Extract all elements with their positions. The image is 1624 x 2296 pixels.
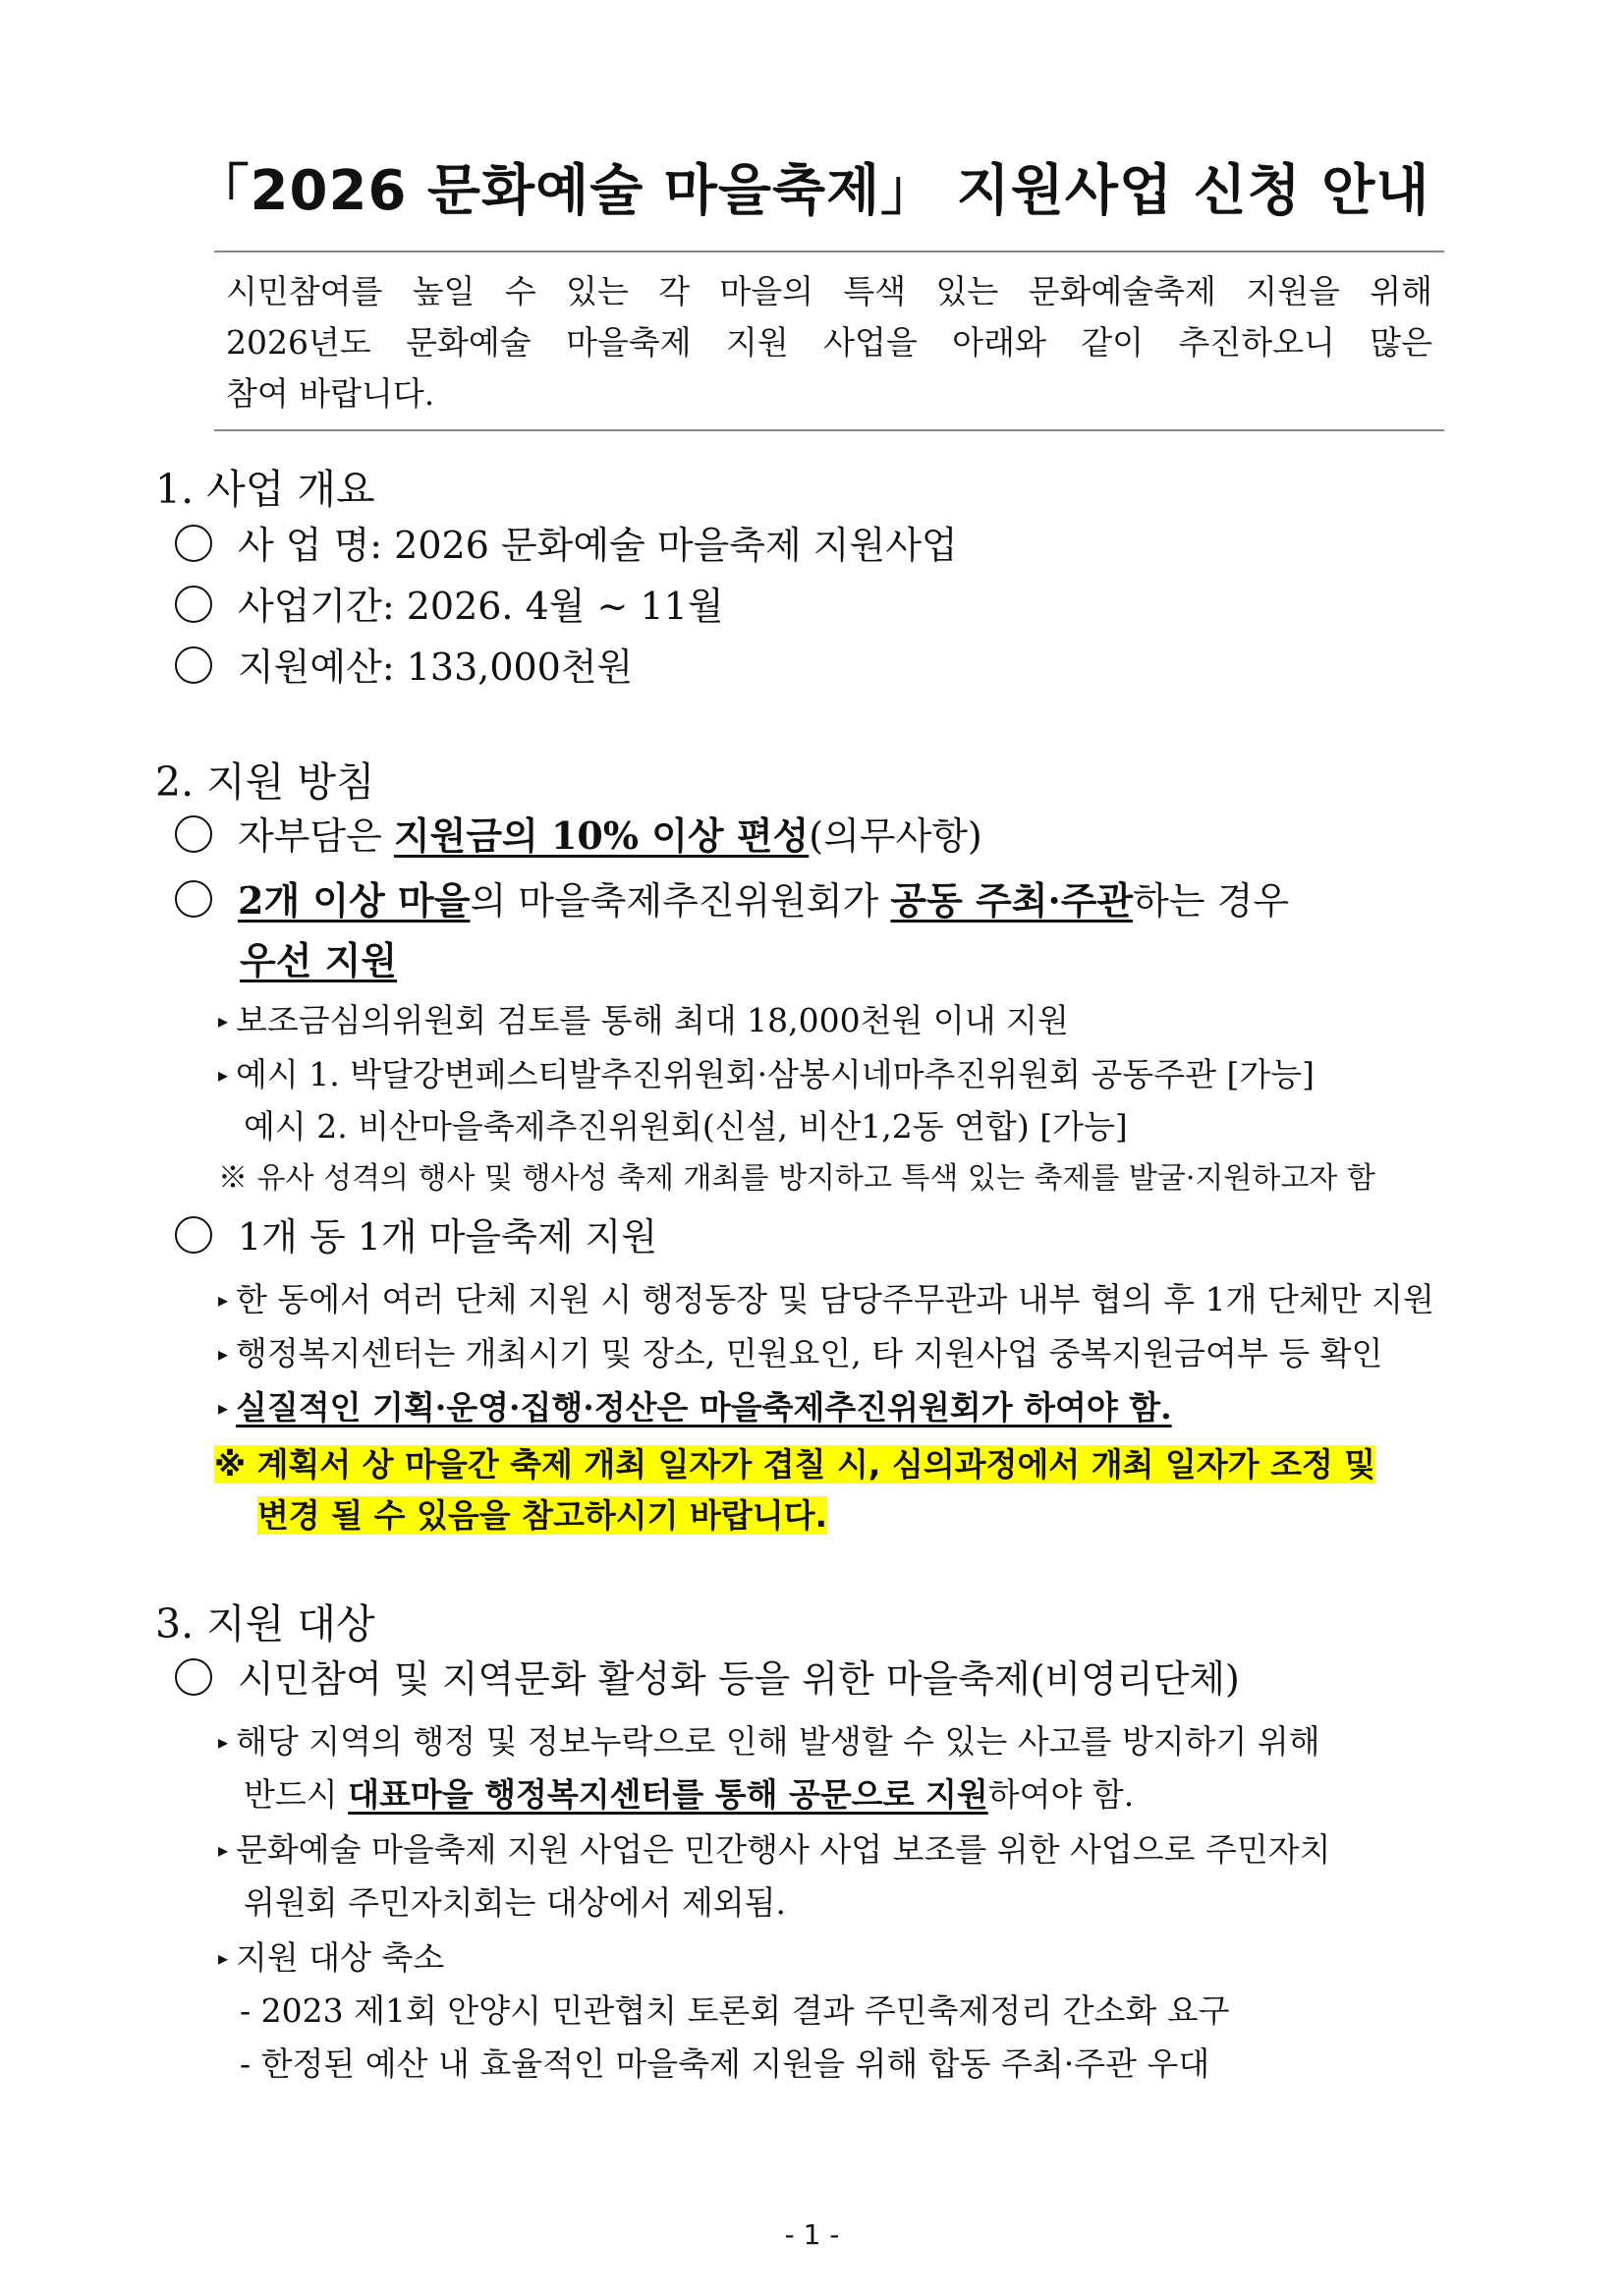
intro-line-3: 참여 바랍니다. <box>226 374 435 413</box>
section-2-note: ※ 유사 성격의 행사 및 행사성 축제 개최를 방지하고 특색 있는 축제를 발굴·지원하고자 함 <box>218 1161 1375 1196</box>
section-3-sub-2: ▸ 문화예술 마을축제 지원 사업은 민간행사 사업 보조를 위한 사업으로 주민자치 <box>218 1830 1331 1869</box>
triangle-bullet-icon: ▸ <box>218 1838 229 1862</box>
intro-box <box>214 251 1444 431</box>
section-2-sub-1: ▸ 보조금심의위원회 검토를 통해 최대 18,000천원 이내 지원 <box>218 1001 1069 1039</box>
triangle-bullet-icon: ▸ <box>218 1288 229 1312</box>
triangle-bullet-icon: ▸ <box>218 1009 229 1033</box>
document-title: 「2026 문화예술 마을축제」 지원사업 신청 안내 <box>194 159 1430 223</box>
section-2-highlight-1: ※ 계획서 상 마을간 축제 개최 일자가 겹칠 시, 심의과정에서 개최 일자가 조정 및 <box>214 1445 1376 1484</box>
section-2-item-1: 자부담은 지원금의 10% 이상 편성(의무사항) <box>175 813 982 859</box>
section-3-sub-1b: 반드시 대표마을 행정복지센터를 통해 공문으로 지원하여야 함. <box>244 1775 1135 1814</box>
circle-bullet-icon <box>175 1658 212 1696</box>
section-2-sub-4: ▸ 행정복지센터는 개최시기 및 장소, 민원요인, 타 지원사업 중복지원금여부 등 확인 <box>218 1334 1383 1372</box>
section-1-item: 지원예산: 133,000천원 <box>175 644 633 690</box>
circle-bullet-icon <box>175 586 212 623</box>
section-2-heading: 2. 지원 방침 <box>155 758 375 806</box>
triangle-bullet-icon: ▸ <box>218 1342 229 1366</box>
circle-bullet-icon <box>175 525 212 562</box>
section-3-dash-1: - 2023 제1회 안양시 민관협치 토론회 결과 주민축제정리 간소화 요구 <box>240 1991 1230 2030</box>
intro-line-1: 시민참여를 높일 수 있는 각 마을의 특색 있는 문화예술축제 지원을 위해 <box>226 272 1432 310</box>
section-1-heading: 1. 사업 개요 <box>155 466 375 513</box>
section-2-sub-5: ▸ 실질적인 기획·운영·집행·정산은 마을축제추진위원회가 하여야 함. <box>218 1388 1172 1427</box>
section-3-dash-2: - 한정된 예산 내 효율적인 마을축제 지원을 위해 합동 주최·주관 우대 <box>240 2044 1210 2083</box>
section-2-sub-3: ▸ 한 동에서 여러 단체 지원 시 행정동장 및 담당주무관과 내부 협의 후 1개 단체만 지원 <box>218 1280 1434 1318</box>
section-1-item: 사업기간: 2026. 4월 ~ 11월 <box>175 584 724 629</box>
triangle-bullet-icon: ▸ <box>218 1946 229 1970</box>
section-3-item-1: 시민참여 및 지역문화 활성화 등을 위한 마을축제(비영리단체) <box>175 1656 1240 1702</box>
section-2-item-2-cont: 우선 지원 <box>240 938 398 982</box>
circle-bullet-icon <box>175 646 212 684</box>
section-1-item: 사 업 명: 2026 문화예술 마을축제 지원사업 <box>175 523 958 568</box>
section-2-item-2: 2개 이상 마을의 마을축제추진위원회가 공동 주최·주관하는 경우 <box>175 878 1289 924</box>
circle-bullet-icon <box>175 880 212 918</box>
section-3-sub-3: ▸ 지원 대상 축소 <box>218 1938 445 1977</box>
section-3-sub-2b: 위원회 주민자치회는 대상에서 제외됨. <box>244 1883 787 1922</box>
triangle-bullet-icon: ▸ <box>218 1396 229 1420</box>
page-number: - 1 - <box>784 2218 840 2251</box>
triangle-bullet-icon: ▸ <box>218 1063 229 1087</box>
section-2-item-3: 1개 동 1개 마을축제 지원 <box>175 1214 657 1260</box>
section-3-heading: 3. 지원 대상 <box>155 1600 375 1648</box>
section-2-highlight-2: 변경 될 수 있음을 참고하시기 바랍니다. <box>257 1496 828 1535</box>
circle-bullet-icon <box>175 1216 212 1254</box>
section-3-sub-1: ▸ 해당 지역의 행정 및 정보누락으로 인해 발생할 수 있는 사고를 방지하기 위해 <box>218 1722 1320 1761</box>
triangle-bullet-icon: ▸ <box>218 1730 229 1754</box>
section-2-sub-2b: 예시 2. 비산마을축제추진위원회(신설, 비산1,2동 연합) [가능] <box>244 1107 1128 1146</box>
circle-bullet-icon <box>175 815 212 853</box>
intro-line-2: 2026년도 문화예술 마을축제 지원 사업을 아래와 같이 추진하오니 많은 <box>226 323 1432 362</box>
section-2-sub-2: ▸ 예시 1. 박달강변페스티발추진위원회·삼봉시네마추진위원회 공동주관 [가능] <box>218 1055 1315 1093</box>
